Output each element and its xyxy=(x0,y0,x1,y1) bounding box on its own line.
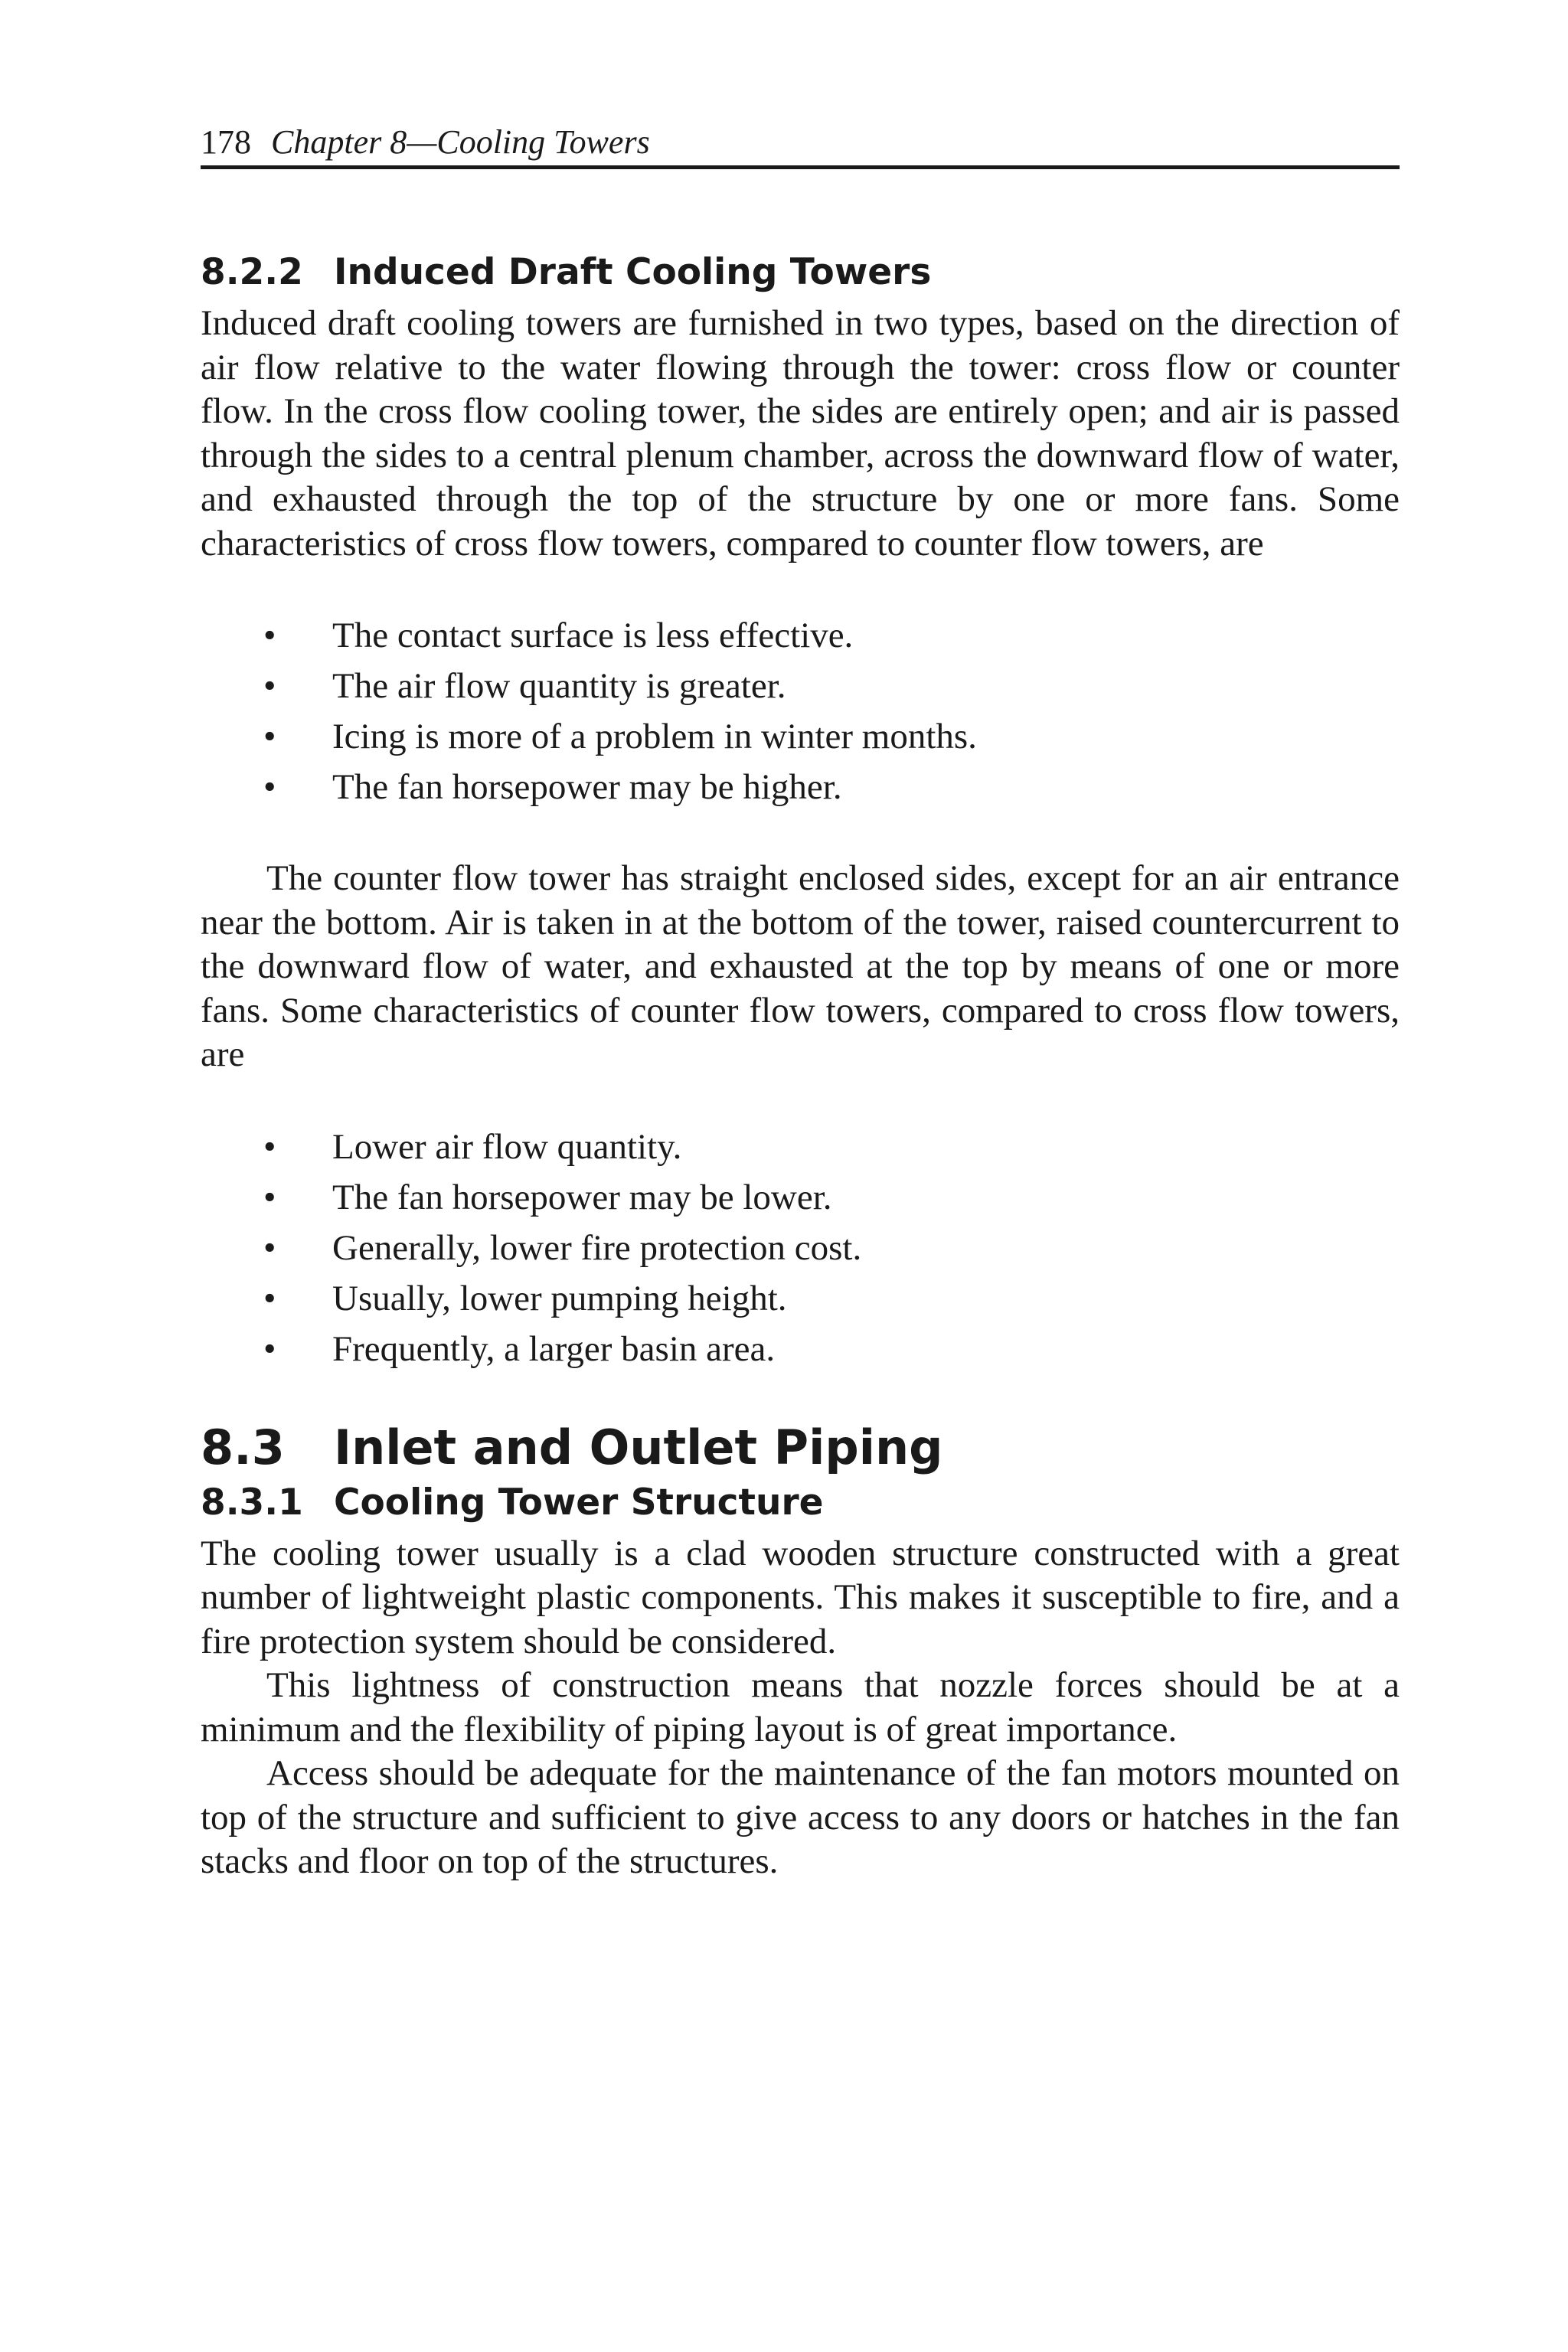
bullet-icon: • xyxy=(263,717,276,756)
section-number: 8.3 xyxy=(201,1419,285,1475)
paragraph-induced-draft-intro: Induced draft cooling towers are furnished in two types, based on the direction of air flow relative to the water flowing through the tower: cross flow or counter flow. In the cross flow cooling tower, the sides are entirely open; and air is passed through the sides to a central plenum chamber, across the downward flow of water, and exhausted through the top of the structure by one or more fans. Some characteristics of cross flow towers, compared to counter flow towers, are xyxy=(201,303,1400,564)
bullet-icon: • xyxy=(263,767,276,807)
list-item: • Lower air flow quantity. xyxy=(201,1122,1400,1172)
bullet-icon: • xyxy=(263,1227,276,1268)
paragraph-counter-flow: The counter flow tower has straight enclosed sides, except for an air entrance near the bottom. Air is taken in at the bottom of the tower, raised countercurrent to the downward flow of water, and exhausted at the top by means of one or more fans. Some characteristics of counter flow towers, compared to cross flow towers, are xyxy=(201,858,1400,1074)
section-heading-8-3 xyxy=(201,1419,1400,1477)
section-number: 8.2.2 xyxy=(201,251,303,293)
section-heading-8-2-2 xyxy=(201,250,1400,296)
page-content xyxy=(201,250,1400,1884)
list-item: • The fan horsepower may be lower. xyxy=(201,1172,1400,1223)
bullet-icon: • xyxy=(263,666,276,706)
list-item: • The fan horsepower may be higher. xyxy=(201,762,1400,812)
bullet-icon: • xyxy=(263,1328,276,1369)
bullet-icon: • xyxy=(263,616,276,655)
section-title: Cooling Tower Structure xyxy=(334,1481,824,1524)
section-title: Induced Draft Cooling Towers xyxy=(334,251,932,293)
chapter-title: Chapter 8—Cooling Towers xyxy=(271,123,650,161)
paragraph-structure-1: The cooling tower usually is a clad wooden structure constructed with a great number of lightweight plastic components. This makes it susceptible to fire, and a fire protection system should be considered. xyxy=(201,1533,1400,1661)
section-number: 8.3.1 xyxy=(201,1481,303,1524)
paragraph-structure-2: This lightness of construction means that nozzle forces should be at a minimum and the flexibility of piping layout is of great importance. xyxy=(201,1665,1400,1749)
paragraph-structure-3: Access should be adequate for the maintenance of the fan motors mounted on top of the structure and sufficient to give access to any doors or hatches in the fan stacks and floor on top of the structures. xyxy=(201,1753,1400,1881)
cross-flow-characteristics-list xyxy=(201,610,1400,812)
bullet-icon: • xyxy=(263,1278,276,1318)
list-item: • Frequently, a larger basin area. xyxy=(201,1324,1400,1374)
bullet-icon: • xyxy=(263,1177,276,1217)
page-number: 178 xyxy=(201,123,251,161)
list-item: • The air flow quantity is greater. xyxy=(201,661,1400,711)
section-heading-8-3-1 xyxy=(201,1480,1400,1526)
running-header xyxy=(201,121,1400,164)
list-item: • The contact surface is less effective. xyxy=(201,610,1400,661)
list-item: • Icing is more of a problem in winter months. xyxy=(201,711,1400,762)
bullet-icon: • xyxy=(263,1126,276,1167)
section-title: Inlet and Outlet Piping xyxy=(334,1419,943,1475)
list-item: • Generally, lower fire protection cost. xyxy=(201,1223,1400,1273)
counter-flow-characteristics-list xyxy=(201,1122,1400,1374)
header-rule xyxy=(201,165,1400,169)
list-item: • Usually, lower pumping height. xyxy=(201,1273,1400,1324)
